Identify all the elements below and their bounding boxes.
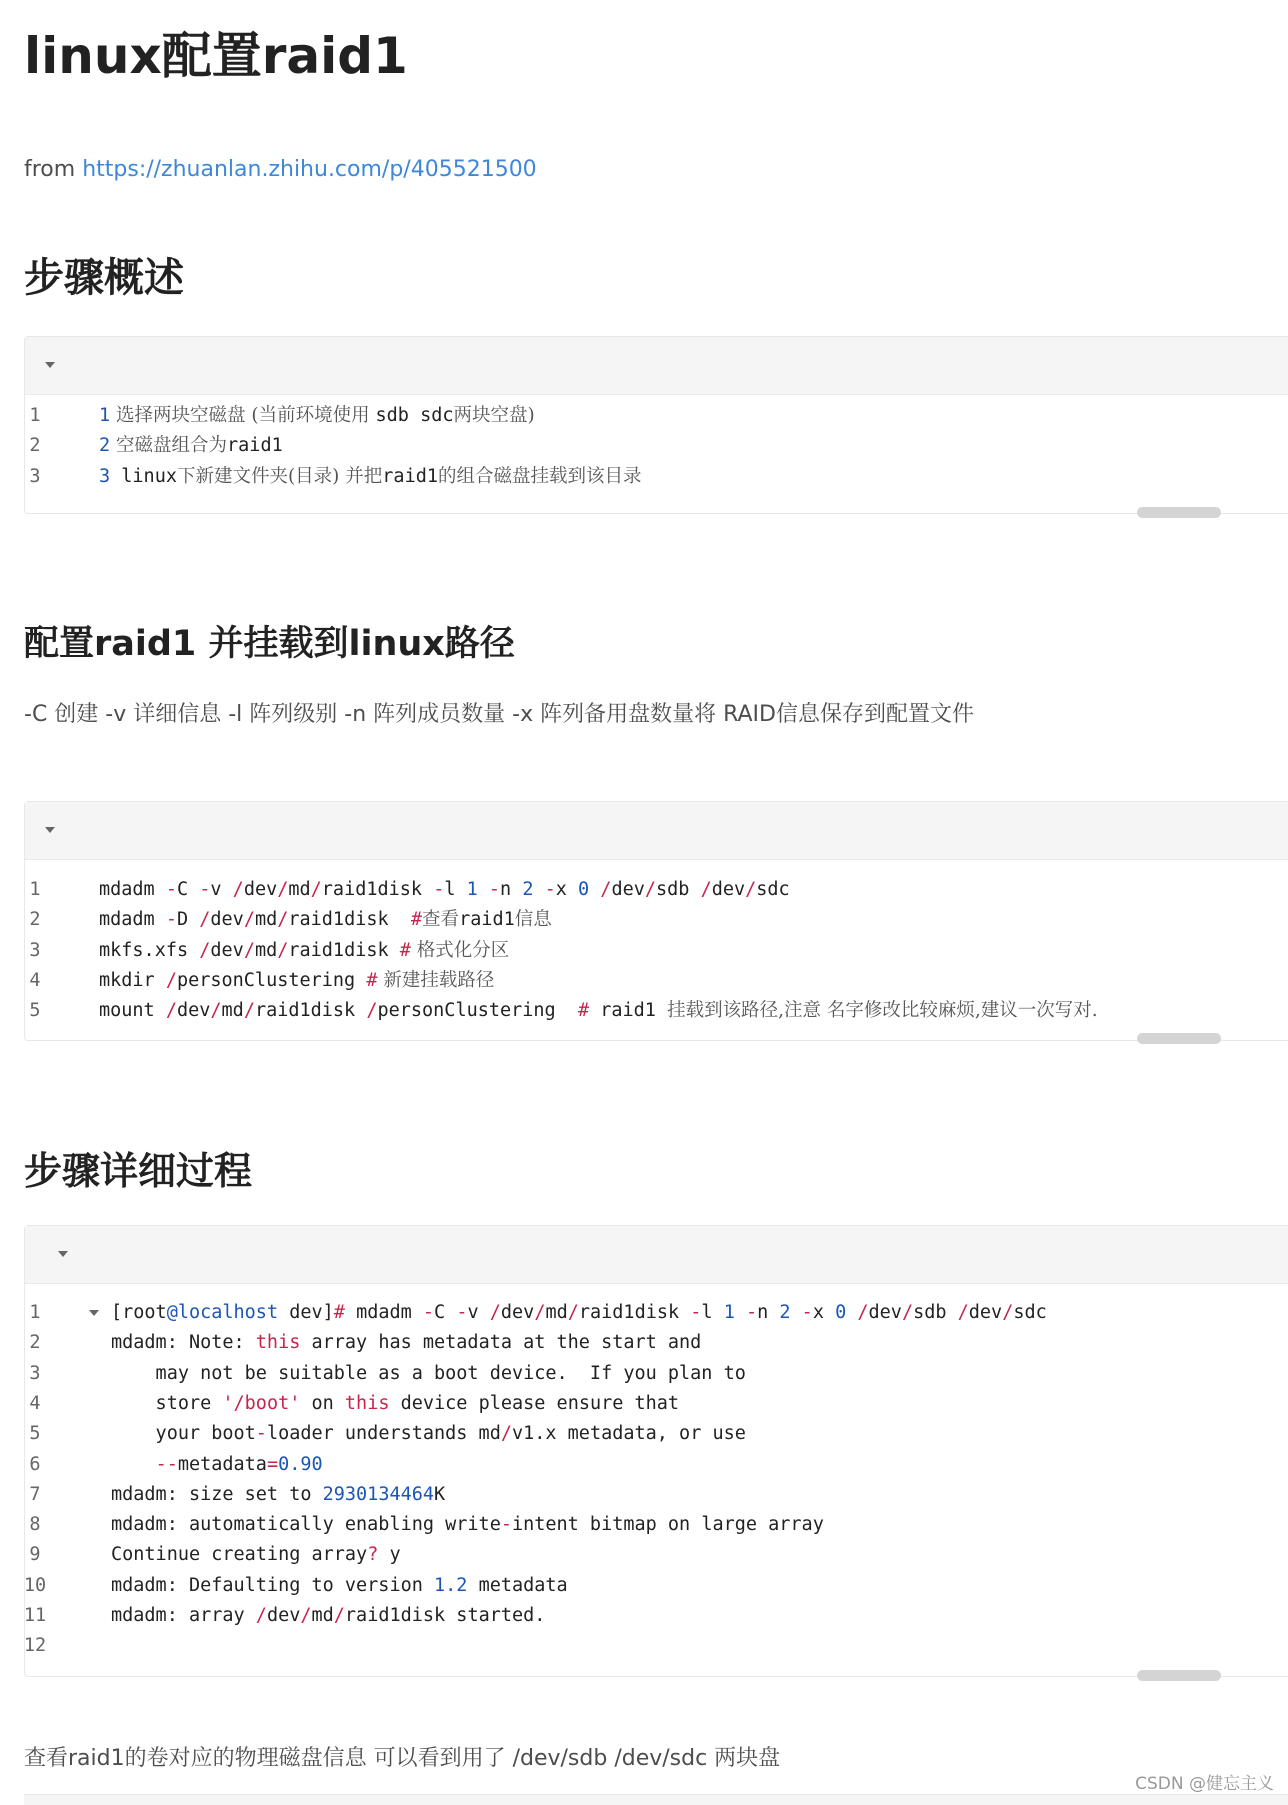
code-token: - <box>801 1302 813 1323</box>
code-line <box>25 1298 1285 1328</box>
code-line <box>25 1601 1285 1631</box>
line-number: 4 <box>29 1392 41 1414</box>
code-token: - <box>690 1302 702 1323</box>
code-token: your boot <box>111 1423 256 1445</box>
line-number: 8 <box>29 1514 41 1536</box>
code-token: / <box>500 1423 512 1445</box>
line-number: 2 <box>29 435 41 457</box>
code-token: @localhost <box>166 1302 279 1323</box>
code-token <box>735 1302 746 1323</box>
code-token: dev <box>243 879 278 900</box>
code-token: 查看 <box>422 909 460 931</box>
code-token: C <box>176 879 200 900</box>
code-token: linux <box>110 465 177 487</box>
code-token: C <box>434 1302 457 1323</box>
code-text <box>111 1571 568 1601</box>
code-line <box>25 462 1285 492</box>
code-token: dev <box>611 879 645 900</box>
horizontal-scrollbar[interactable] <box>1137 1033 1221 1044</box>
code-token: device please ensure that <box>389 1392 680 1414</box>
code-text <box>111 1419 746 1449</box>
code-line <box>25 1631 1285 1661</box>
line-number: 3 <box>29 1362 41 1384</box>
source-prefix: from <box>24 157 83 182</box>
code-token: md <box>311 1605 334 1626</box>
code-text <box>99 905 552 935</box>
line-number: 1 <box>29 879 41 900</box>
code-token: n <box>757 1302 780 1323</box>
code-line <box>25 1328 1285 1358</box>
code-token: 3 <box>99 465 111 487</box>
code-text <box>111 1389 679 1419</box>
code-token: raid1disk started. <box>344 1605 546 1626</box>
code-line <box>25 966 1285 996</box>
code-token: / <box>199 939 211 961</box>
code-token: - <box>422 1302 435 1323</box>
code-text <box>99 431 283 461</box>
code-token: dev <box>500 1302 535 1323</box>
code-block-header <box>25 337 1288 395</box>
line-number: 5 <box>29 1000 41 1022</box>
code-token: 两块空盘) <box>453 405 535 426</box>
code-token: 0 <box>578 879 590 900</box>
code-token: v <box>467 1302 490 1323</box>
code-token: 空磁盘组合为 <box>110 435 228 457</box>
code-token: metadata <box>467 1574 568 1596</box>
heading-overview: 步骤概述 <box>24 255 184 301</box>
code-token: / <box>243 939 255 961</box>
code-token: raid1disk <box>288 939 400 961</box>
code-token: - <box>544 879 556 900</box>
code-token: dev <box>968 1302 1003 1323</box>
code-token: personClustering <box>377 1000 578 1022</box>
code-token: 新建挂载路径 <box>377 969 495 991</box>
code-token: / <box>700 879 712 900</box>
code-token: loader understands md <box>266 1423 501 1445</box>
code-line <box>25 1450 1285 1480</box>
code-token: / <box>232 879 244 900</box>
code-token: / <box>255 1605 267 1626</box>
code-token: md <box>221 1000 244 1022</box>
heading-detail: 步骤详细过程 <box>24 1149 253 1193</box>
code-token: mkfs.xfs <box>99 939 200 961</box>
code-token: md <box>545 1302 568 1323</box>
code-token: 的组合磁盘挂载到该目录 <box>438 465 642 487</box>
code-token: - <box>433 879 445 900</box>
code-token: / <box>366 1000 378 1022</box>
code-token: mdadm: Note: <box>111 1332 256 1354</box>
code-token: dev <box>868 1302 902 1323</box>
heading-config: 配置raid1 并挂载到linux路径 <box>24 624 515 664</box>
line-number: 10 <box>23 1574 47 1596</box>
code-token: mdadm: automatically enabling write <box>111 1514 501 1536</box>
caret-down-icon[interactable] <box>58 1251 68 1257</box>
code-token: dev <box>266 1605 301 1626</box>
code-token: dev <box>210 909 244 931</box>
code-token: raid1disk <box>288 909 411 931</box>
code-token: raid1 <box>382 465 438 487</box>
code-token: - <box>500 1514 512 1536</box>
code-token: / <box>333 1605 345 1626</box>
code-token <box>533 879 544 900</box>
source-link[interactable]: https://zhuanlan.zhihu.com/p/405521500 <box>82 157 537 182</box>
code-token <box>791 1302 802 1323</box>
code-token: # <box>410 909 423 931</box>
code-token: / <box>165 969 177 991</box>
code-token: / <box>277 909 289 931</box>
code-token: sdc <box>756 879 790 900</box>
code-token: sdc <box>1013 1302 1047 1323</box>
code-token: md <box>254 939 278 961</box>
code-block-header <box>25 1226 1288 1284</box>
code-token: raid1 <box>227 435 283 457</box>
code-token: store <box>111 1392 223 1414</box>
code-token: 挂载到该路径,注意 名字修改比较麻烦,建议一次写对. <box>667 1000 1098 1022</box>
code-token: / <box>534 1302 546 1323</box>
watermark: CSDN @健忘主义 <box>1135 1774 1274 1794</box>
code-token <box>846 1302 857 1323</box>
code-token: this <box>255 1332 301 1354</box>
code-token: / <box>277 939 289 961</box>
code-token: sdb <box>656 879 701 900</box>
code-token: / <box>310 879 322 900</box>
code-token: raid1 <box>589 1000 668 1022</box>
code-token: / <box>901 1302 914 1323</box>
code-token: / <box>600 879 612 900</box>
code-line <box>25 401 1285 431</box>
code-text <box>99 875 790 905</box>
horizontal-scrollbar[interactable] <box>1137 507 1221 518</box>
code-token: 0 <box>835 1302 847 1323</box>
code-token: n <box>500 879 523 900</box>
code-text <box>99 401 535 431</box>
code-token: ? <box>367 1544 379 1566</box>
code-token: x <box>555 879 579 900</box>
code-token: / <box>1002 1302 1014 1323</box>
code-token: / <box>243 909 255 931</box>
code-token: 2 <box>99 435 111 457</box>
code-token: raid1disk <box>321 879 434 900</box>
code-token: Continue creating array <box>111 1544 368 1566</box>
source-line <box>24 154 537 186</box>
code-text <box>99 966 494 996</box>
horizontal-scrollbar[interactable] <box>1137 1670 1221 1681</box>
code-token: -- <box>155 1453 178 1475</box>
code-token: raid1disk <box>578 1302 691 1323</box>
code-token: mkdir <box>99 969 166 991</box>
code-token: 2 <box>779 1302 791 1323</box>
code-token: v1.x metadata, or use <box>511 1423 746 1445</box>
line-number: 3 <box>29 465 41 487</box>
code-token: 选择两块空磁盘 (当前环境使用 <box>110 405 376 426</box>
code-token: 信息 <box>514 909 552 931</box>
code-token: may not be suitable as a boot device. If you plan to <box>111 1362 746 1384</box>
code-token: 1 <box>466 879 478 900</box>
code-token: raid1 <box>459 909 515 931</box>
code-token: on <box>300 1392 345 1414</box>
code-token: / <box>300 1605 312 1626</box>
config-description: -C 创建 -v 详细信息 -l 阵列级别 -n 阵列成员数量 -x 阵列备用盘数量将 RAID信息保存到配置文件 <box>24 702 974 727</box>
line-number: 1 <box>29 405 41 426</box>
code-token: 2 <box>522 879 534 900</box>
code-token <box>111 1454 156 1475</box>
code-token: / <box>745 879 757 900</box>
code-token <box>478 879 489 900</box>
caret-down-icon[interactable] <box>45 827 55 833</box>
code-line <box>25 431 1285 461</box>
code-token: K <box>434 1483 446 1505</box>
next-code-block-header <box>24 1794 1288 1805</box>
line-number: 6 <box>29 1453 41 1475</box>
code-text <box>111 1480 445 1510</box>
line-number: 7 <box>29 1483 41 1505</box>
code-token: dev <box>176 1000 211 1022</box>
code-line <box>25 875 1285 905</box>
code-line <box>25 1571 1285 1601</box>
code-text <box>111 1298 1047 1328</box>
code-token: 1 <box>723 1302 735 1323</box>
code-token: 下新建文件夹(目录) 并把 <box>176 465 383 487</box>
code-token: 格式化分区 <box>410 939 510 961</box>
code-token: - <box>456 1302 468 1323</box>
code-token: dev] <box>278 1302 334 1323</box>
code-token: / <box>243 1000 255 1022</box>
code-line <box>25 1359 1285 1389</box>
code-token: # <box>366 969 378 991</box>
code-token: 1 <box>99 405 111 426</box>
code-token: / <box>644 879 656 900</box>
code-block-header <box>25 802 1288 860</box>
code-token: - <box>255 1423 267 1445</box>
code-token: / <box>957 1302 969 1323</box>
code-token: mount <box>99 1000 166 1022</box>
line-number: 9 <box>29 1544 41 1566</box>
code-token: mdadm <box>344 1302 423 1323</box>
code-text <box>99 996 1098 1026</box>
code-line <box>25 1480 1285 1510</box>
code-token: / <box>567 1302 579 1323</box>
code-token: / <box>199 909 211 931</box>
code-token: intent bitmap on large array <box>511 1514 824 1536</box>
code-line <box>25 996 1285 1026</box>
code-text <box>111 1540 401 1570</box>
caret-down-icon[interactable] <box>45 362 55 368</box>
line-number: 3 <box>29 939 41 961</box>
line-number: 2 <box>29 909 41 931</box>
line-number: 4 <box>29 969 41 991</box>
code-token: / <box>277 879 289 900</box>
code-token: = <box>266 1453 279 1475</box>
code-token: personClustering <box>176 969 367 991</box>
code-token: / <box>489 1302 501 1323</box>
code-block-config <box>24 801 1288 1041</box>
page-title: linux配置raid1 <box>24 27 408 85</box>
code-token: - <box>745 1302 758 1323</box>
line-number: 1 <box>29 1302 41 1323</box>
code-token: metadata <box>177 1453 267 1475</box>
code-line <box>25 905 1285 935</box>
code-block-overview <box>24 336 1288 514</box>
code-token: sdb sdc <box>375 405 454 426</box>
code-token: 2930134464 <box>322 1483 435 1505</box>
code-token: md <box>288 879 311 900</box>
line-number: 5 <box>29 1423 41 1445</box>
after-description: 查看raid1的卷对应的物理磁盘信息 可以看到用了 /dev/sdb /dev/sdc 两块盘 <box>24 1746 781 1771</box>
code-token: md <box>254 909 278 931</box>
code-token: [root <box>111 1302 167 1323</box>
code-line <box>25 1389 1285 1419</box>
line-number: 12 <box>23 1635 47 1657</box>
code-token: raid1disk <box>254 1000 367 1022</box>
code-token: / <box>210 1000 222 1022</box>
code-token: / <box>857 1302 869 1323</box>
code-text <box>111 1601 545 1631</box>
code-token: - <box>199 879 211 900</box>
code-text <box>111 1328 701 1358</box>
code-token: x <box>812 1302 836 1323</box>
code-token: array has metadata at the start and <box>300 1332 702 1354</box>
code-token: y <box>378 1544 401 1566</box>
code-line <box>25 1540 1285 1570</box>
code-text <box>111 1510 824 1540</box>
code-token <box>589 879 600 900</box>
code-token: sdb <box>913 1302 958 1323</box>
code-token: mdadm <box>99 909 166 931</box>
code-text <box>111 1450 323 1480</box>
code-text <box>99 462 642 492</box>
code-token: dev <box>210 939 244 961</box>
code-text <box>111 1359 746 1389</box>
code-text <box>99 936 509 966</box>
code-token: # <box>333 1302 345 1323</box>
line-number: 2 <box>29 1332 41 1354</box>
code-token: mdadm: array <box>111 1605 256 1626</box>
fold-caret-icon[interactable] <box>89 1310 99 1316</box>
code-token: # <box>399 939 411 961</box>
code-line <box>25 1419 1285 1449</box>
code-token: this <box>344 1392 390 1414</box>
code-token: / <box>165 1000 177 1022</box>
code-token: '/boot' <box>222 1392 301 1414</box>
code-token: - <box>165 909 177 931</box>
code-token: 1.2 <box>434 1574 468 1596</box>
code-line <box>25 936 1285 966</box>
code-token: dev <box>711 879 746 900</box>
code-token: mdadm: size set to <box>111 1483 323 1505</box>
code-token: - <box>165 879 177 900</box>
code-token: v <box>210 879 233 900</box>
code-token: l <box>444 879 467 900</box>
code-token: mdadm: Defaulting to version <box>111 1574 435 1596</box>
code-token: D <box>176 909 200 931</box>
code-line <box>25 1510 1285 1540</box>
code-token: 0.90 <box>278 1453 323 1475</box>
code-token: # <box>577 1000 590 1022</box>
code-block-detail <box>24 1225 1288 1677</box>
line-number: 11 <box>23 1605 47 1626</box>
code-token: - <box>488 879 501 900</box>
code-token: mdadm <box>99 879 166 900</box>
code-token: l <box>701 1302 724 1323</box>
